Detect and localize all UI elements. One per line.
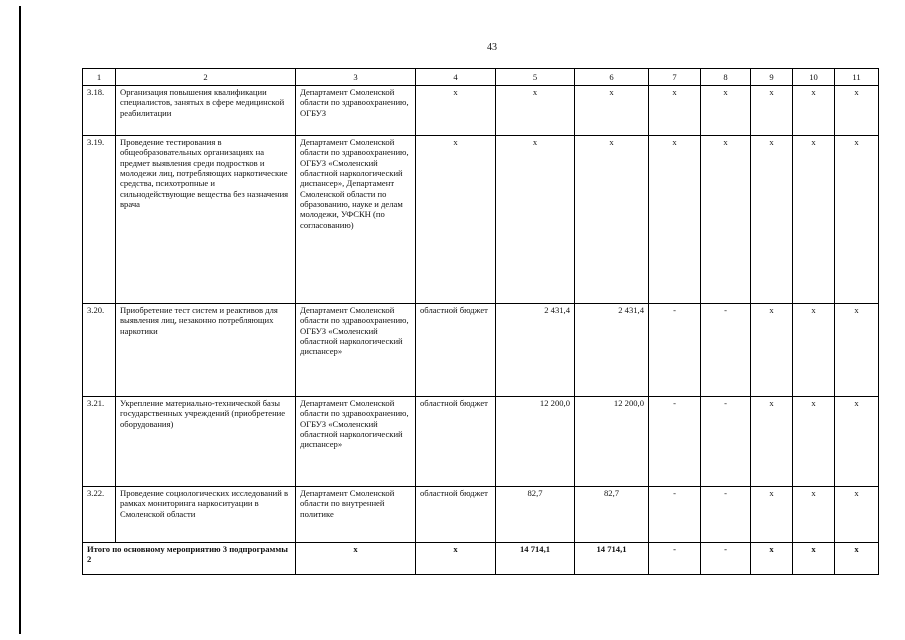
row-number: 3.19. [83, 136, 116, 304]
year-amount: х [751, 543, 793, 575]
year-amount: - [701, 397, 751, 487]
year-amount: - [701, 304, 751, 397]
year-amount: х [575, 86, 649, 136]
activity-name: Проведение социологических исследований в рамках мониторинга наркоситуации в Смоленской области [116, 487, 296, 543]
page-number: 43 [487, 42, 497, 53]
year-amount: - [649, 543, 701, 575]
total-amount: х [496, 86, 575, 136]
table-row [83, 304, 879, 397]
row-number: 3.22. [83, 487, 116, 543]
year-amount: - [649, 397, 701, 487]
col-header: 1 [83, 69, 116, 86]
year-amount: х [793, 487, 835, 543]
year-amount: - [649, 487, 701, 543]
year-amount: х [793, 136, 835, 304]
year-amount: 14 714,1 [575, 543, 649, 575]
year-amount: х [835, 543, 879, 575]
activity-name: Укрепление материально-технической базы государственных учреждений (приобретение оборудования) [116, 397, 296, 487]
year-amount: х [751, 487, 793, 543]
year-amount: х [793, 304, 835, 397]
year-amount: х [575, 136, 649, 304]
total-source: х [416, 543, 496, 575]
funding-source: х [416, 136, 496, 304]
activity-name: Приобретение тест систем и реактивов для выявления лиц, незаконно потребляющих наркотики [116, 304, 296, 397]
activity-name: Проведение тестирования в общеобразовательных организациях на предмет выявления среди подростков и молодежи лиц, потребляющих наркотические средства, психотропные и сильнодействующие вещества без назначения врача [116, 136, 296, 304]
total-executor: х [296, 543, 416, 575]
column-number-row [83, 69, 879, 86]
executor: Департамент Смоленской области по здравоохранению, ОГБУЗ «Смоленский областной наркологический диспансер» [296, 304, 416, 397]
row-number: 3.21. [83, 397, 116, 487]
year-amount: х [701, 86, 751, 136]
year-amount: х [835, 86, 879, 136]
executor: Департамент Смоленской области по здравоохранению, ОГБУЗ [296, 86, 416, 136]
col-header: 9 [751, 69, 793, 86]
total-amount: х [496, 136, 575, 304]
total-row [83, 543, 879, 575]
total-amount: 82,7 [496, 487, 575, 543]
table-row [83, 397, 879, 487]
executor: Департамент Смоленской области по здравоохранению, ОГБУЗ «Смоленский областной наркологический диспансер» [296, 397, 416, 487]
col-header: 2 [116, 69, 296, 86]
year-amount: х [649, 86, 701, 136]
executor: Департамент Смоленской области по внутренней политике [296, 487, 416, 543]
year-amount: х [701, 136, 751, 304]
year-amount: х [835, 487, 879, 543]
year-amount: х [751, 136, 793, 304]
funding-source: х [416, 86, 496, 136]
left-margin-rule [19, 6, 21, 634]
total-amount: 2 431,4 [496, 304, 575, 397]
year-amount: 12 200,0 [575, 397, 649, 487]
year-amount: 2 431,4 [575, 304, 649, 397]
funding-source: областной бюджет [416, 397, 496, 487]
table-row [83, 487, 879, 543]
funding-source: областной бюджет [416, 304, 496, 397]
year-amount: х [793, 397, 835, 487]
year-amount: х [751, 304, 793, 397]
row-number: 3.18. [83, 86, 116, 136]
table-row [83, 86, 879, 136]
year-amount: х [835, 304, 879, 397]
col-header: 11 [835, 69, 879, 86]
total-amount: 14 714,1 [496, 543, 575, 575]
year-amount: - [701, 487, 751, 543]
year-amount: - [649, 304, 701, 397]
table-row [83, 136, 879, 304]
year-amount: х [835, 136, 879, 304]
executor: Департамент Смоленской области по здравоохранению, ОГБУЗ «Смоленский областной наркологический диспансер», Департамент Смоленской области по образованию, науке и делам молодежи, УФСКН (по согласованию) [296, 136, 416, 304]
funding-source: областной бюджет [416, 487, 496, 543]
col-header: 4 [416, 69, 496, 86]
total-label: Итого по основному мероприятию 3 подпрограммы 2 [83, 543, 296, 575]
year-amount: х [793, 543, 835, 575]
col-header: 10 [793, 69, 835, 86]
year-amount: х [835, 397, 879, 487]
program-activities-table [82, 68, 879, 575]
col-header: 8 [701, 69, 751, 86]
col-header: 7 [649, 69, 701, 86]
year-amount: х [751, 86, 793, 136]
year-amount: - [701, 543, 751, 575]
row-number: 3.20. [83, 304, 116, 397]
col-header: 6 [575, 69, 649, 86]
activity-name: Организация повышения квалификации специалистов, занятых в сфере медицинской реабилитации [116, 86, 296, 136]
year-amount: х [793, 86, 835, 136]
year-amount: х [649, 136, 701, 304]
year-amount: 82,7 [575, 487, 649, 543]
col-header: 3 [296, 69, 416, 86]
year-amount: х [751, 397, 793, 487]
total-amount: 12 200,0 [496, 397, 575, 487]
col-header: 5 [496, 69, 575, 86]
